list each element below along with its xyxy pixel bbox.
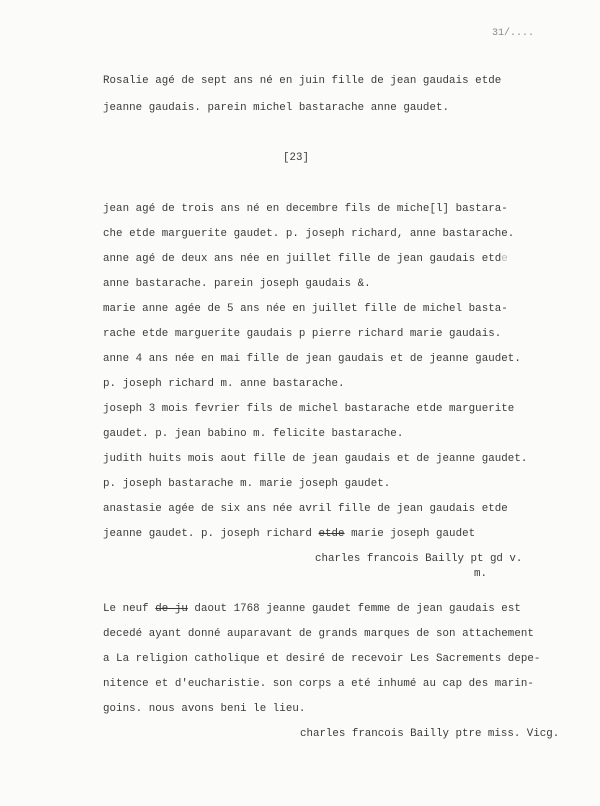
section-marker: [23] (283, 152, 309, 164)
struck-word: etde (318, 528, 345, 540)
struck-word: de ju (155, 603, 188, 615)
entry2-line: p. joseph bastarache m. marie joseph gaudet. (103, 478, 391, 490)
signature: charles francois Bailly ptre miss. Vicg. (300, 728, 560, 740)
entry1-line: Rosalie agé de sept ans né en juin fille de jean gaudais etde (103, 75, 502, 87)
entry2-line: marie anne agée de 5 ans née en juillet fille de michel basta- (103, 303, 508, 315)
entry2-line: jean agé de trois ans né en decembre fils de miche[l] bastara- (103, 203, 508, 215)
entry3-line: decedé ayant donné auparavant de grands marques de son attachement (103, 628, 534, 640)
entry1-line: jeanne gaudais. parein michel bastarache anne gaudet. (103, 102, 450, 114)
entry3-text: Le neuf (103, 603, 156, 615)
entry3-line: nitence et d'eucharistie. son corps a eté inhumé au cap des marin- (103, 678, 534, 690)
faded-letter: e (501, 253, 508, 265)
entry3-line (103, 603, 521, 615)
entry2-line: judith huits mois aout fille de jean gaudais et de jeanne gaudet. (103, 453, 528, 465)
entry3-line: goins. nous avons beni le lieu. (103, 703, 306, 715)
entry2-text: jeanne gaudet. p. joseph richard (103, 528, 319, 540)
entry2-line: anne 4 ans née en mai fille de jean gaudais et de jeanne gaudet. (103, 353, 521, 365)
entry2-line (103, 253, 508, 265)
page-number: 31/.... (492, 28, 535, 39)
entry2-line: che etde marguerite gaudet. p. joseph richard, anne bastarache. (103, 228, 515, 240)
entry3-text: daout 1768 jeanne gaudet femme de jean gaudais est (187, 603, 521, 615)
entry2-text: anne agé de deux ans née en juillet fille de jean gaudais etd (103, 253, 502, 265)
signature: charles francois Bailly pt gd v. (315, 553, 523, 565)
signature-suffix: m. (474, 568, 487, 580)
entry2-line: rache etde marguerite gaudais p pierre richard marie gaudais. (103, 328, 502, 340)
entry2-line: gaudet. p. jean babino m. felicite bastarache. (103, 428, 404, 440)
entry2-line: p. joseph richard m. anne bastarache. (103, 378, 345, 390)
entry2-line: anne bastarache. parein joseph gaudais &. (103, 278, 371, 290)
entry2-line (103, 528, 475, 540)
entry2-line: joseph 3 mois fevrier fils de michel bastarache etde marguerite (103, 403, 515, 415)
entry2-line: anastasie agée de six ans née avril fille de jean gaudais etde (103, 503, 508, 515)
entry3-line: a La religion catholique et desiré de recevoir Les Sacrements depe- (103, 653, 541, 665)
entry2-text: marie joseph gaudet (344, 528, 476, 540)
